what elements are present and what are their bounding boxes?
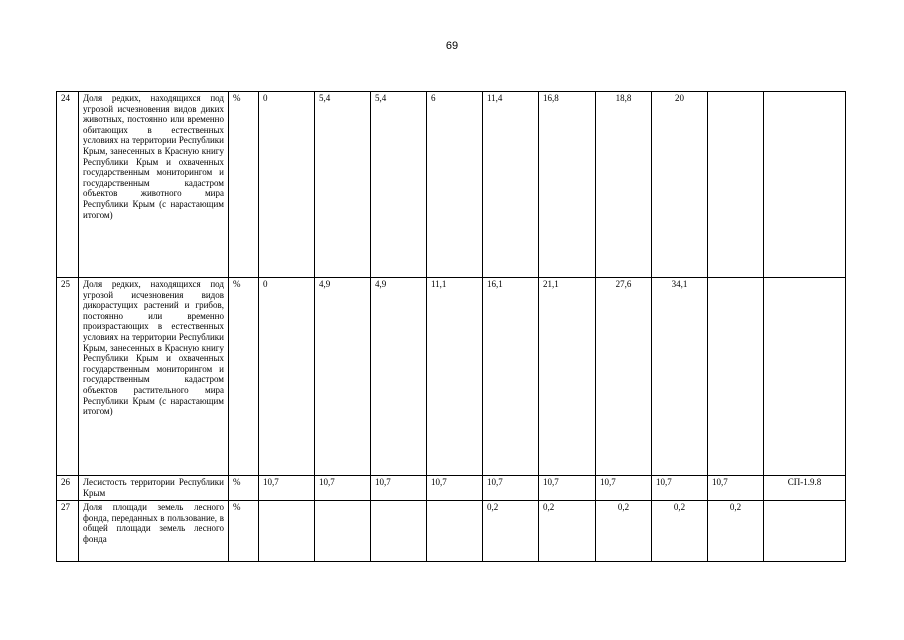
table-row <box>57 278 846 476</box>
value-cell: 18,8 <box>596 92 652 278</box>
indicator-name: Доля площади земель лесного фонда, переданных в пользование, в общей площади земель лесного фонда <box>79 501 229 562</box>
value-cell <box>371 501 427 562</box>
value-cell: 10,7 <box>539 476 596 501</box>
value-cell <box>708 278 764 476</box>
value-cell <box>427 501 483 562</box>
table-row <box>57 501 846 562</box>
value-cell: 4,9 <box>371 278 427 476</box>
row-number: 24 <box>57 92 79 278</box>
row-number: 25 <box>57 278 79 476</box>
value-cell: 10,7 <box>315 476 371 501</box>
table-row <box>57 92 846 278</box>
value-cell: 21,1 <box>539 278 596 476</box>
unit-cell: % <box>229 501 259 562</box>
indicator-name: Доля редких, находящихся под угрозой исчезновения видов дикорастущих растений и грибов, постоянно или временно произрастающих в естественных условиях на территории Республики Крым, занесенных в Красную книгу Республики Крым и охваченных государственным мониторингом и государственным кадастром объектов растительного мира Республики Крым (с нарастающим итогом) <box>79 278 229 476</box>
value-cell: 10,7 <box>427 476 483 501</box>
value-cell: 10,7 <box>652 476 708 501</box>
code-cell <box>764 501 846 562</box>
value-cell: 0,2 <box>539 501 596 562</box>
value-cell: 27,6 <box>596 278 652 476</box>
row-number: 26 <box>57 476 79 501</box>
value-cell: 10,7 <box>483 476 539 501</box>
indicator-name: Доля редких, находящихся под угрозой исчезновения видов диких животных, постоянно или временно обитающих в естественных условиях на территории Республики Крым, занесенных в Красную книгу Республики Крым и охваченных государственным мониторингом и государственным кадастром объектов животного мира Республики Крым (с нарастающим итогом) <box>79 92 229 278</box>
value-cell <box>315 501 371 562</box>
value-cell <box>259 501 315 562</box>
indicator-name: Лесистость территории Республики Крым <box>79 476 229 501</box>
unit-cell: % <box>229 92 259 278</box>
code-cell: СП-1.9.8 <box>764 476 846 501</box>
indicators-table <box>56 91 846 562</box>
value-cell: 10,7 <box>259 476 315 501</box>
value-cell: 0,2 <box>708 501 764 562</box>
value-cell: 0 <box>259 92 315 278</box>
unit-cell: % <box>229 476 259 501</box>
value-cell: 0 <box>259 278 315 476</box>
table-row <box>57 476 846 501</box>
value-cell: 5,4 <box>315 92 371 278</box>
value-cell: 10,7 <box>371 476 427 501</box>
value-cell: 5,4 <box>371 92 427 278</box>
row-number: 27 <box>57 501 79 562</box>
value-cell: 11,1 <box>427 278 483 476</box>
value-cell: 34,1 <box>652 278 708 476</box>
value-cell: 0,2 <box>596 501 652 562</box>
code-cell <box>764 92 846 278</box>
value-cell: 0,2 <box>652 501 708 562</box>
value-cell: 6 <box>427 92 483 278</box>
value-cell: 10,7 <box>708 476 764 501</box>
page-number: 69 <box>445 40 459 52</box>
value-cell <box>708 92 764 278</box>
value-cell: 20 <box>652 92 708 278</box>
value-cell: 10,7 <box>596 476 652 501</box>
unit-cell: % <box>229 278 259 476</box>
value-cell: 0,2 <box>483 501 539 562</box>
value-cell: 4,9 <box>315 278 371 476</box>
value-cell: 16,1 <box>483 278 539 476</box>
code-cell <box>764 278 846 476</box>
value-cell: 16,8 <box>539 92 596 278</box>
value-cell: 11,4 <box>483 92 539 278</box>
